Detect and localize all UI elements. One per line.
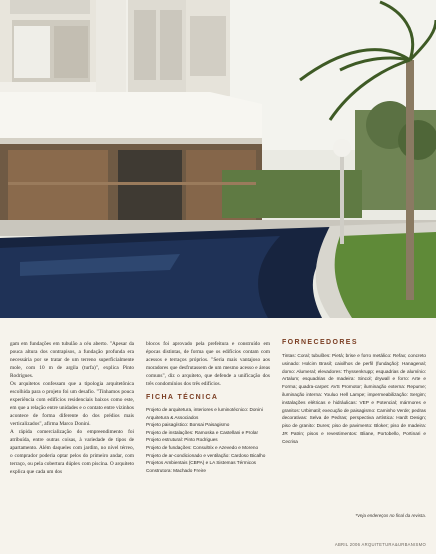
article-column-1: gam em fundações em tubulão a céu aberto. "Apesar da pouca altura dos contrapisos, a fundação profunda era necessária por se tratar de um terreno superficialmente mole, com 10 m de argila (turfa)", explica Pinto Rodrigues. Os arquitetos confessam que a tipologia arquitetônica escolhida para o projeto foi um desafio. "Tínhamos pouca experiência com edifícios residenciais baixos como este, em que a relação entre unidades e o contato entre vizinhos acontece de forma diferente do dos prédios mais verticalizados", afirma Marco Donini. A rápida comercialização do empreendimento foi atribuída, entre outras coisas, à variedade de tipos de apartamento. Além daqueles com jardim, no nível térreo, o comprador poderia optar pelos do primeiro andar, com terraço, ou pela cobertura dúplex com piscina. O arquiteto explica que cada um dos	[10, 341, 134, 475]
ficha-tecnica-body: Projeto de arquitetura, interiores e luminotécnico: Donini Arquitetura & Associados Projeto paisagístico: Bonsai Paisagismo Projeto de instalações: Ramoska e Castellani e Prolar Projeto estrutural: Pinto Rodrigues Projeto de fundações: Consultrix e Azevedo e Moreno Projeto de ar-condicionado e ventilação: Cardoso Bicalho Projetos Ambientais (CBPA) e LA Sistemas Térmicos Construtora: Machado Freire	[146, 407, 266, 473]
page-footer: ABRIL 2006 ARQUITETURA&URBANISMO	[334, 542, 426, 547]
fornecedores-heading: FORNECEDORES	[282, 339, 358, 346]
addresses-note: *Veja endereços no final da revista.	[355, 513, 426, 518]
fornecedores-body: Tintas: Coral; tubulões: Pietá; brise e forro metálico: Refax; concreto usinado: Holcim Brasil; caixilhos de perfil (fundação): Hanagenal; domo: Alumeral; elevadores: Thyssenkrupp; esquadrias de alumínio: Artalum; esquadrias de madeira: Sincol; drywall e forro: Arte e Forma; quadra-carpet: AVS Promotor; iluminação externa: Repume; iluminação interna: Youluo Hell Lampe; impermeabilização: Sergim; instalações elétricas e hidráulicas: VEP e Potencial; mármores e granitos: Urbimatil; execução de paisagismo: Caminho Verde; pedras decorativas: Selva de Pedras; perspectiva artística: Hardt Design; piso de granito: Dures; piso de pavimento: Bloker; piso de madeira: JR Patrin; pisos e revestimentos: Bliane, Portobello, Portinari e Cecrisa	[282, 353, 426, 444]
article-column-2: blocos foi aprovado pela prefeitura e construído em épocas distintas, de forma que os edifícios contam com acessos e terraços próprios. "Seria mais vantajoso aos moradores que desfrutassem de um mesmo acesso e áreas comuns", diz o arquiteto, que defende a unificação dos três condomínios dos três edifícios.	[146, 341, 270, 387]
ficha-tecnica-heading: FICHA TÉCNICA	[146, 394, 219, 401]
